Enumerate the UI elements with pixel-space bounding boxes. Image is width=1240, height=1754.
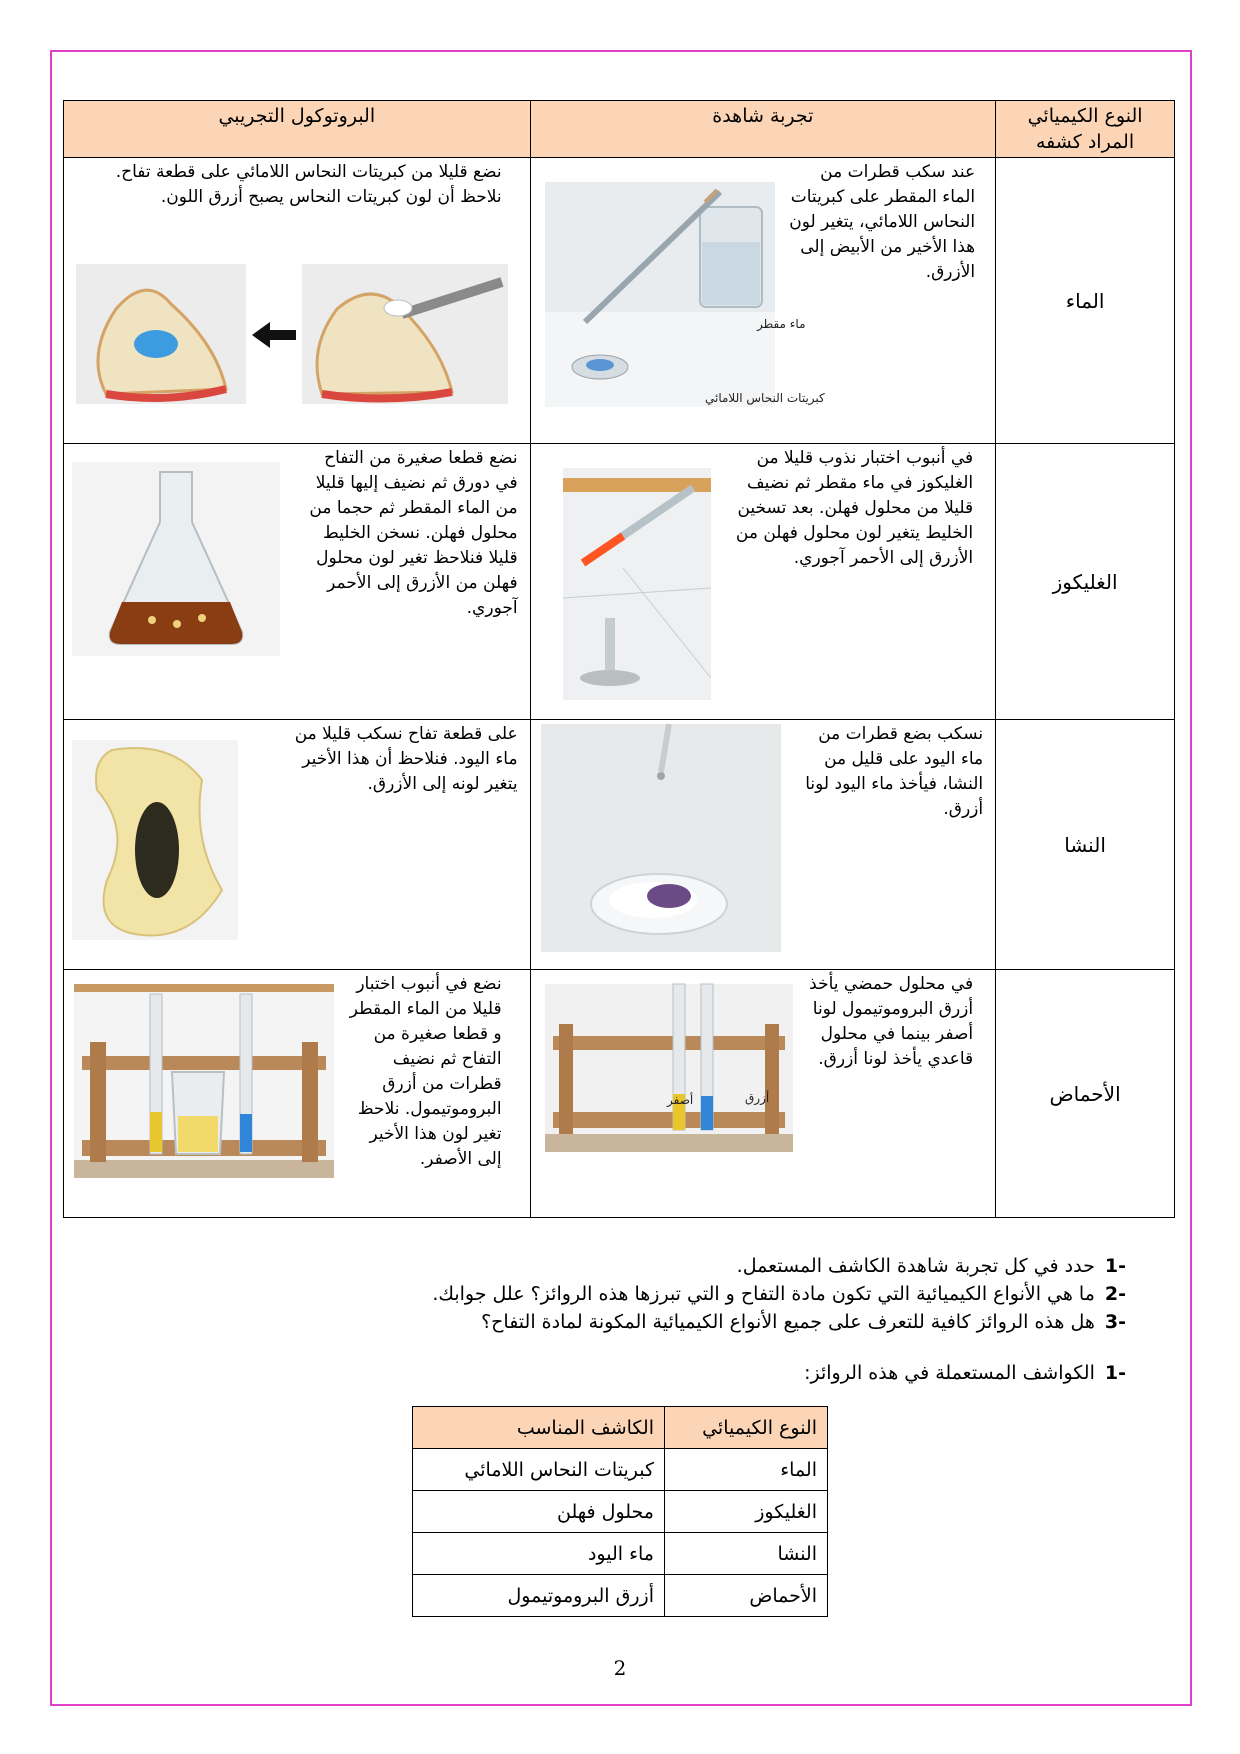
reagent-type-acids: الأحماض [665,1575,828,1617]
experiment-starch [530,720,996,970]
question-1: -1حدد في كل تجربة شاهدة الكاشف المستعمل. [736,1255,1126,1277]
type-water: الماء [996,158,1175,444]
experiment-glucose-text: في أنبوب اختبار نذوب قليلا من الغليكوز في ماء مقطر ثم نضيف قليلا من محلول فهلن. بعد تسخين الخليط يتغير لون محلول فهلن من الأزرق إلى الأحمر آجوري. [735,448,974,568]
table-row-starch [64,720,1175,970]
test-tube-heating-photo [563,468,711,700]
experiment-water-text: عند سكب قطرات من الماء المقطر على كبريتات النحاس اللامائي، يتغير لون هذا الأخير من الأبيض إلى الأزرق. [789,162,976,282]
table-row-glucose [64,444,1175,720]
protocol-acids [64,970,531,1218]
reagent-water: كبريتات النحاس اللامائي [413,1449,665,1491]
experiment-starch-text: نسكب بضع قطرات من ماء اليود على قليل من النشا، فيأخذ ماء اليود لونا أزرق. [805,724,984,819]
caption-distilled-water: ماء مقطر [756,317,806,331]
caption-copper-sulfate: كبريتات النحاس اللامائي [704,391,825,405]
experiment-water [530,158,996,444]
water-copper-sulfate-photo [545,182,825,407]
type-starch: النشا [996,720,1175,970]
experiment-acids-text: في محلول حمضي يأخذ أزرق البروموتيمول لونا أصفر بينما في محلول قاعدي يأخذ لونا أزرق. [809,974,974,1069]
caption-blue: أزرق [744,1091,769,1105]
table-header-row [64,101,1175,158]
questions-list [432,1252,1126,1336]
protocol-glucose [64,444,531,720]
bromothymol-tubes-photo [545,984,793,1152]
protocol-glucose-text: نضع قطعا صغيرة من التفاح في دورق ثم نضيف إليها قليلا من الماء المقطر ثم حجما من محلول فهلن. نسخن الخليط قليلا فنلاحظ تغير لون محلول فهلن من الأزرق إلى الأحمر آجوري. [309,448,518,618]
table-row [413,1449,828,1491]
starch-iodine-photo [541,724,781,952]
apple-bromothymol-photo [74,984,334,1178]
protocol-starch-text: على قطعة تفاح نسكب قليلا من ماء اليود. فنلاحظ أن هذا الأخير يتغير لونه إلى الأزرق. [294,724,518,794]
reagent-type-water: الماء [665,1449,828,1491]
header-chemical-type: النوع الكيميائي المراد كشفه [996,101,1175,158]
answer-heading: -1الكواشف المستعملة في هذه الروائز: [804,1362,1126,1384]
table-row [413,1533,828,1575]
arrow-left-icon [252,320,296,350]
caption-yellow: أصفر [666,1093,693,1107]
apple-iodine-photo [72,740,238,940]
protocol-starch [64,720,531,970]
question-2: -2ما هي الأنواع الكيميائية التي تكون مادة التفاح و التي تبرزها هذه الروائز؟ علل جوابك. [432,1283,1126,1305]
reagent-starch: ماء اليود [413,1533,665,1575]
protocol-acids-text: نضع في أنبوب اختبار قليلا من الماء المقطر و قطعا صغيرة من التفاح ثم نضيف قطرات من أزرق البروموتيمول. نلاحظ تغير لون هذا الأخير إلى الأصفر. [349,974,502,1169]
table-row [413,1575,828,1617]
page-number: 2 [613,1656,627,1680]
table-row-water [64,158,1175,444]
type-glucose: الغليكوز [996,444,1175,720]
table-row [413,1491,828,1533]
reagents-table [412,1406,828,1617]
table-row-acids [64,970,1175,1218]
protocol-water-text: نضع قليلا من كبريتات النحاس اللامائي على قطعة تفاح. نلاحظ أن لون كبريتات النحاس يصبح أزرق اللون. [115,162,502,207]
reagents-header-type: النوع الكيميائي [665,1407,828,1449]
protocol-water [64,158,531,444]
flask-fehling-photo [72,462,280,656]
reagent-type-glucose: الغليكوز [665,1491,828,1533]
question-3: -3هل هذه الروائز كافية للتعرف على جميع الأنواع الكيميائية المكونة لمادة التفاح؟ [481,1311,1126,1333]
apple-white-powder-photo [302,264,508,404]
reagent-glucose: محلول فهلن [413,1491,665,1533]
reagent-acids: أزرق البروموتيمول [413,1575,665,1617]
reagents-header-reagent: الكاشف المناسب [413,1407,665,1449]
reagents-header-row [413,1407,828,1449]
header-control-experiment: تجربة شاهدة [530,101,996,158]
header-protocol: البروتوكول التجريبي [64,101,531,158]
experiment-glucose [530,444,996,720]
apple-blue-spot-photo [76,264,246,404]
experiment-acids [530,970,996,1218]
chemical-tests-table [63,100,1175,1218]
reagent-type-starch: النشا [665,1533,828,1575]
type-acids: الأحماض [996,970,1175,1218]
